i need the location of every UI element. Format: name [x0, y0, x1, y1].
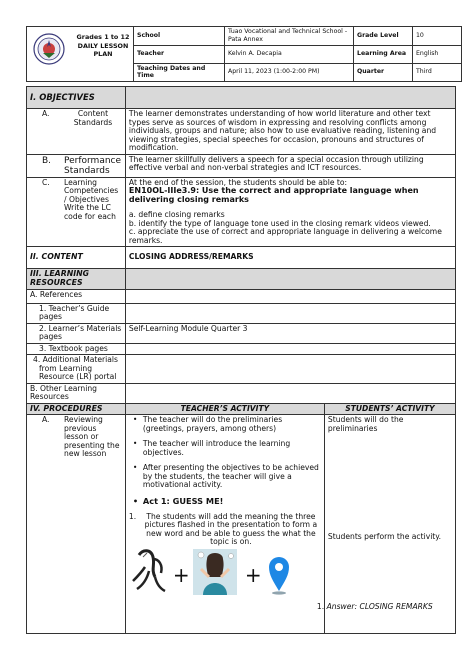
performance-standards-label-cell: [27, 154, 126, 177]
objectives-heading-fill: [125, 87, 455, 109]
grade-level-value: 10: [413, 27, 462, 46]
performance-standards-text: The learner skillfully delivers a speech for a special occasion through utilizing effective verbal and non-verbal strategies and ICT resources.: [125, 154, 455, 177]
picture-strip: [129, 547, 321, 597]
answer-text: Answer: CLOSING REMARKS: [326, 602, 433, 612]
dates-value: April 11, 2023 (1:00-2:00 PM): [225, 63, 354, 82]
procedure-step-cell: [27, 415, 126, 634]
learner-materials-value: Self-Learning Module Quarter 3: [125, 323, 455, 343]
learner-materials-label: 2. Learner’s Materials pages: [27, 323, 126, 343]
lesson-plan-table: [26, 86, 456, 634]
procedure-step-label: Reviewing previous lesson or presenting the new lesson: [64, 415, 120, 459]
performance-standards-label: Performance Standards: [64, 155, 122, 176]
textbook-value: [125, 343, 455, 355]
teacher-label: Teacher: [134, 45, 225, 63]
competency-code: EN10OL-IIIe3.9: Use the correct and appropriate language when delivering closing remarks: [128, 186, 419, 205]
additional-materials-label: 4. Additional Materials from Learning Resource (LR) portal: [27, 355, 126, 384]
content-heading: II. CONTENT: [27, 247, 126, 269]
competencies-label-cell: [27, 177, 126, 246]
performance-standards-letter: B.: [42, 155, 52, 166]
answer-mark: 1.: [316, 602, 325, 612]
deped-seal-icon: [33, 33, 65, 65]
procedures-heading: IV. PROCEDURES: [27, 403, 126, 415]
teacher-activity-cell: [125, 415, 324, 634]
quarter-value: Third: [413, 63, 462, 82]
teacher-bullet-list: [129, 416, 321, 506]
guess-pictures: [129, 547, 321, 597]
answer-line: [317, 603, 433, 612]
numbered-item-text: The students will add the meaning the three pictures flashed in the presentation to form a new word and be able to guess the what the topic is on.: [144, 511, 318, 547]
textbook-label: 3. Textbook pages: [27, 343, 126, 355]
resources-heading: III. LEARNING RESOURCES: [27, 269, 126, 289]
competencies-text-cell: [125, 177, 455, 246]
competency-item: a. define closing remarks: [128, 210, 225, 220]
student-perform: Students perform the activity.: [327, 532, 442, 542]
content-standards-letter: A.: [42, 109, 50, 118]
teacher-bullet: • After presenting the objectives to be achieved by the students, the teacher will give a motivational activity.: [143, 464, 321, 490]
procedure-step-letter: A.: [42, 415, 50, 425]
school-label: School: [134, 27, 225, 46]
learning-area-value: English: [413, 45, 462, 63]
competencies-label: Learning Competencies / Objectives Write the LC code for each: [64, 177, 119, 221]
header-table: [26, 26, 462, 82]
content-standards-label: Content Standards: [73, 109, 113, 127]
numbered-item: [129, 513, 321, 547]
teacher-activity-heading: TEACHER’S ACTIVITY: [125, 403, 324, 415]
competency-item: c. appreciate the use of correct and appropriate language in delivering a welcome remarks.: [128, 227, 442, 245]
content-standards-text: The learner demonstrates understanding of how world literature and other text types serve as sources of wisdom in expressing and resolving conflicts among individuals, groups and nature; also how to use evaluative reading, listening and viewing strategies, special speeches for occasion, pronouns and structures of modification.: [125, 109, 455, 155]
other-resources-label: B. Other Learning Resources: [27, 383, 126, 403]
school-value: Tuao Vocational and Technical School -Pata Annex: [225, 27, 354, 46]
competency-item: b. identify the type of language tone used in the closing remark videos viewed.: [128, 218, 431, 228]
header-title-cell: [27, 27, 134, 82]
additional-materials-value: [125, 355, 455, 384]
competencies-intro: At the end of the session, the students should be able to:: [128, 177, 348, 187]
students-activity-heading: STUDENTS’ ACTIVITY: [324, 403, 455, 415]
objectives-heading: I. OBJECTIVES: [27, 87, 126, 109]
header-title: Grades 1 to 12 DAILY LESSON PLAN: [76, 33, 130, 59]
plus-sign: +: [172, 562, 190, 587]
other-resources-value: [125, 383, 455, 403]
woman-picture: [193, 549, 237, 595]
student-prelim: Students will do the preliminaries: [327, 415, 404, 433]
teacher-guide-label: 1. Teacher’s Guide pages: [27, 303, 126, 323]
teacher-bullet: • The teacher will introduce the learning objectives.: [143, 440, 321, 457]
references-value: [125, 289, 455, 303]
quarter-label: Quarter: [354, 63, 413, 82]
numbered-mark: 1.: [128, 511, 137, 521]
content-standards-label-cell: [27, 109, 126, 155]
students-activity-cell: [316, 415, 455, 634]
teacher-value: Kelvin A. Decapia: [225, 45, 354, 63]
competencies-letter: C.: [42, 177, 50, 187]
dates-label: Teaching Dates and Time: [134, 63, 225, 82]
resources-heading-fill: [125, 269, 455, 289]
references-label: A. References: [27, 289, 126, 303]
activity-title: • Act 1: GUESS ME!: [143, 497, 321, 506]
learning-area-label: Learning Area: [354, 45, 413, 63]
content-value: CLOSING ADDRESS/REMARKS: [125, 247, 455, 269]
grade-level-label: Grade Level: [354, 27, 413, 46]
claw-picture: [133, 551, 165, 591]
map-pin-icon: [269, 557, 289, 595]
teacher-guide-value: [125, 303, 455, 323]
plus-sign: +: [244, 562, 262, 587]
teacher-bullet: • The teacher will do the preliminaries (greetings, prayers, among others): [143, 416, 321, 433]
